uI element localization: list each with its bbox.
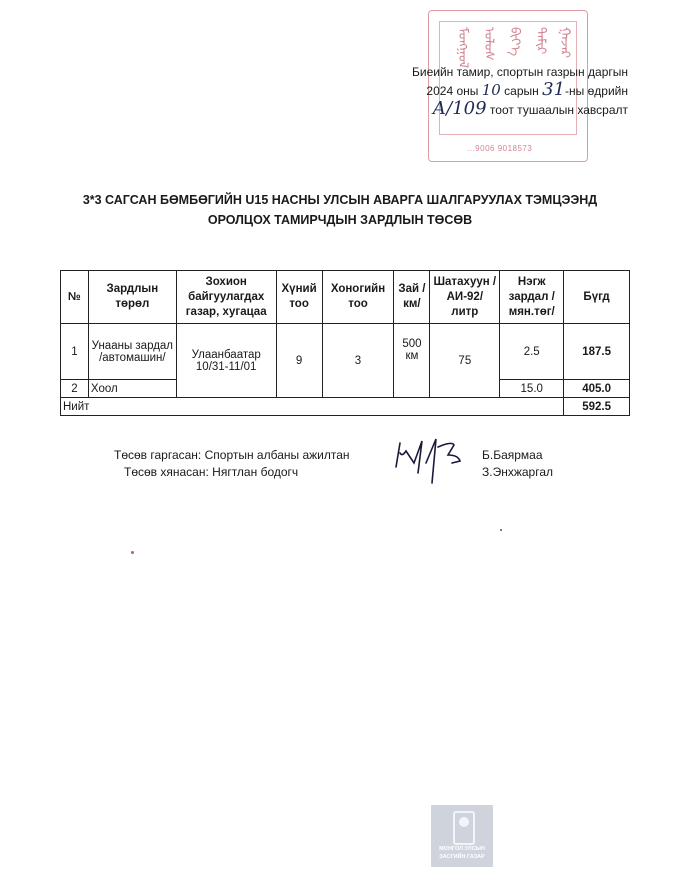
prepared-by-label: Төсөв гаргасан: Спортын албаны ажилтан [114, 448, 350, 462]
header-type: Зардлын төрөл [88, 271, 176, 324]
sum-total: 592.5 [564, 398, 630, 416]
row2-unit-cost: 15.0 [500, 380, 564, 398]
order-number-handwritten: А/109 [432, 98, 487, 119]
prepared-by-name: Б.Баярмаа [482, 448, 543, 462]
appendix-header [412, 63, 628, 119]
header-unit-cost: Нэгж зардал /мян.төг/ [500, 271, 564, 324]
row1-days: 3 [322, 324, 394, 398]
row2-total: 405.0 [564, 380, 630, 398]
stamp-script-icon: ᠲᠠᠮᠢᠷ [533, 27, 548, 55]
row2-type: Хоол [88, 380, 176, 398]
table-row [61, 324, 630, 380]
header-day-label: -ны өдрийн [565, 84, 628, 98]
government-emblem [431, 805, 493, 867]
row1-unit-cost: 2.5 [500, 324, 564, 380]
stamp-script-icon: ᠭᠠᠵᠠᠷ [557, 27, 572, 59]
row1-place: Улаанбаатар 10/31-11/01 [176, 324, 276, 398]
header-place: Зохион байгуулагдах газар, хугацаа [176, 271, 276, 324]
stamp-script-icon: ᠪᠢᠶ᠎ᠡ [507, 27, 522, 57]
header-year: 2024 оны [426, 84, 479, 98]
emblem-line-1: МОНГОЛ УЛСЫН [439, 846, 485, 852]
row1-total: 187.5 [564, 324, 630, 380]
row1-no: 1 [61, 324, 89, 380]
header-total: Бүгд [564, 271, 630, 324]
header-month-label: сарын [504, 84, 539, 98]
header-day-handwritten: 31 [542, 79, 566, 100]
row1-type: Унааны зардал /автомашин/ [88, 324, 176, 380]
stamp-script-icon: ᠤᠯᠤᠰ [481, 27, 496, 61]
header-no: № [61, 271, 89, 324]
header-line-3 [412, 100, 628, 119]
header-persons: Хүний тоо [276, 271, 322, 324]
handwritten-signature-icon [392, 433, 482, 489]
stamp-script-icon: ᠮᠣᠩᠭᠣᠯ [455, 27, 470, 69]
table-header-row [61, 271, 630, 324]
table-sum-row [61, 398, 630, 416]
header-distance: Зай /км/ [394, 271, 430, 324]
title-line-2: ОРОЛЦОХ ТАМИРЧДЫН ЗАРДЛЫН ТӨСӨВ [207, 213, 473, 227]
row2-no: 2 [61, 380, 89, 398]
header-fuel: Шатахуун /АИ-92/ литр [430, 271, 500, 324]
stamp-registry: ...9006 9018573 [467, 144, 533, 153]
sum-label: Нийт [61, 398, 564, 416]
row1-distance: 500 км [394, 324, 430, 398]
header-month-handwritten: 10 [481, 81, 501, 99]
document-title [40, 190, 640, 230]
checked-by-label: Төсөв хянасан: Нягтлан бодогч [124, 465, 299, 479]
row1-fuel: 75 [430, 324, 500, 398]
title-line-1: 3*3 САГСАН БӨМБӨГИЙН U15 НАСНЫ УЛСЫН АВАРГА ШАЛГАРУУЛАХ ТЭМЦЭЭНД [82, 193, 598, 207]
speck-mark [500, 529, 502, 531]
emblem-line-2: ЗАСГИЙН ГАЗАР [439, 854, 485, 860]
row1-persons: 9 [276, 324, 322, 398]
speck-mark [131, 551, 134, 554]
soyombo-icon [453, 811, 475, 845]
budget-table [60, 270, 630, 416]
header-order-label: тоот тушаалын хавсралт [489, 103, 628, 117]
header-line-1: Биеийн тамир, спортын газрын даргын [411, 65, 628, 79]
checked-by-name: З.Энхжаргал [482, 465, 553, 479]
header-days: Хоногийн тоо [322, 271, 394, 324]
